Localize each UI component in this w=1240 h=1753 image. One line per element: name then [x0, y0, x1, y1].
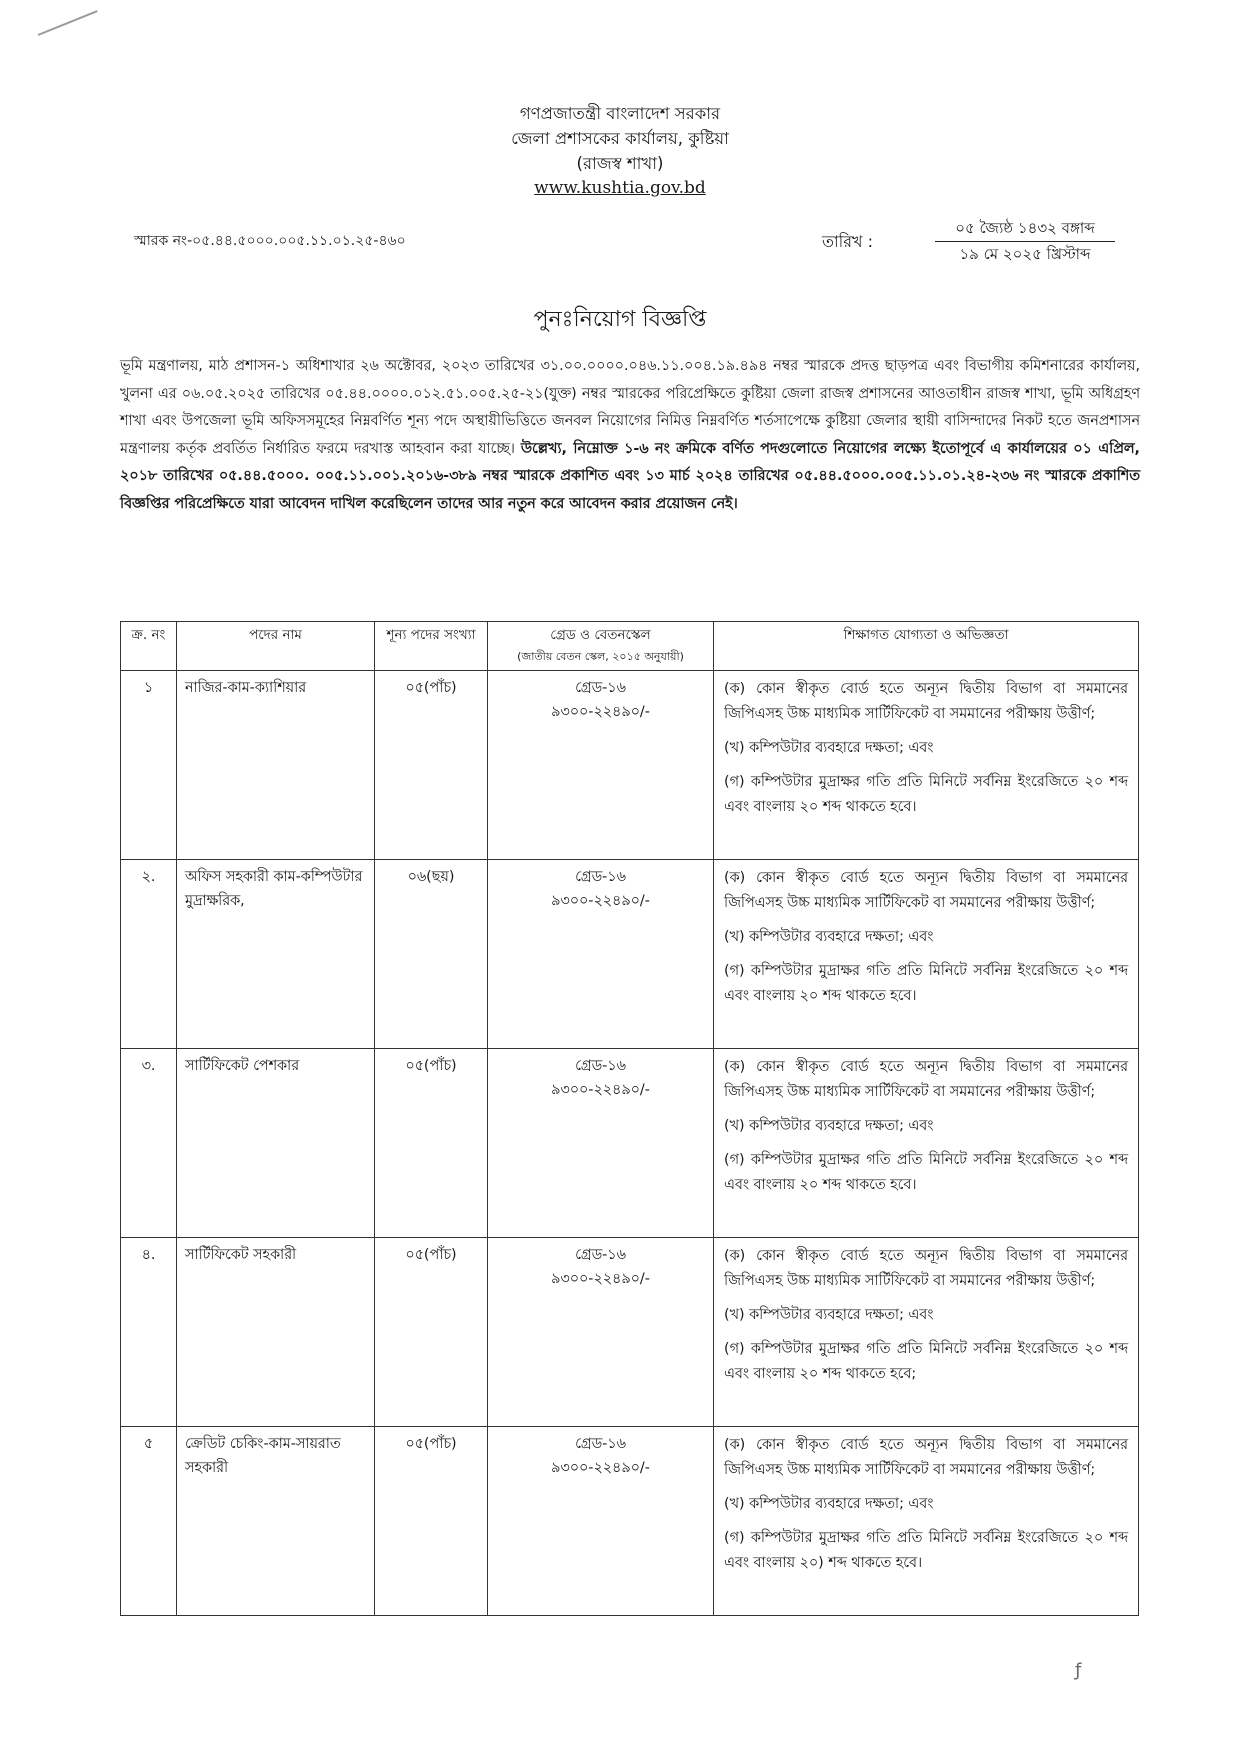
notice-title: পুনঃনিয়োগ বিজ্ঞপ্তি	[533, 307, 707, 332]
cell-serial: ৪.	[121, 1238, 177, 1427]
qualification-ka: (ক) কোন স্বীকৃত বোর্ড হতে অন্যূন দ্বিতীয় বিভাগ বা সমমানের জিপিএসহ উচ্চ মাধ্যমিক সার্টিফিকেট বা সমমানের পরীক্ষায় উত্তীর্ণ;	[724, 681, 1128, 722]
cell-serial: ৩.	[121, 1049, 177, 1238]
pay-scale: ৯৩০০-২২৪৯০/-	[551, 704, 650, 720]
header-grade-subtitle: (জাতীয় বেতন স্কেল, ২০১৫ অনুযায়ী)	[517, 650, 684, 663]
cell-grade	[488, 671, 714, 860]
date-bangla: ০৫ জ্যৈষ্ঠ ১৪৩২ বঙ্গাব্দ	[935, 216, 1115, 242]
vacancy-table	[120, 621, 1139, 1616]
qualification-ga: (গ) কম্পিউটার মুদ্রাক্ষর গতি প্রতি মিনিটে সর্বনিম্ন ইংরেজিতে ২০ শব্দ এবং বাংলায় ২০ শব্দ থাকতে হবে।	[724, 774, 1128, 815]
cell-vacancy: ০৫(পাঁচ)	[375, 671, 488, 860]
date-english: ১৯ মে ২০২৫ খ্রিস্টাব্দ	[959, 245, 1091, 263]
header-qualification: শিক্ষাগত যোগ্যতা ও অভিজ্ঞতা	[714, 622, 1139, 671]
qualification-kha: (খ) কম্পিউটার ব্যবহারে দক্ষতা; এবং	[724, 1118, 934, 1134]
pay-scale: ৯৩০০-২২৪৯০/-	[551, 1271, 650, 1287]
date-label: তারিখ :	[822, 232, 874, 251]
pen-scratch-mark	[38, 10, 98, 36]
cell-post: সার্টিফিকেট পেশকার	[177, 1049, 375, 1238]
qualification-ka: (ক) কোন স্বীকৃত বোর্ড হতে অন্যূন দ্বিতীয় বিভাগ বা সমমানের জিপিএসহ উচ্চ মাধ্যমিক সার্টিফিকেট বা সমমানের পরীক্ষায় উত্তীর্ণ;	[724, 1437, 1128, 1478]
cell-post: সার্টিফিকেট সহকারী	[177, 1238, 375, 1427]
cell-vacancy: ০৬(ছয়)	[375, 860, 488, 1049]
cell-qualification	[714, 1049, 1139, 1238]
cell-serial: ২.	[121, 860, 177, 1049]
header-grade	[488, 622, 714, 671]
qualification-ga: (গ) কম্পিউটার মুদ্রাক্ষর গতি প্রতি মিনিটে সর্বনিম্ন ইংরেজিতে ২০ শব্দ এবং বাংলায় ২০) শব্দ থাকতে হবে।	[724, 1530, 1128, 1571]
branch-name: (রাজস্ব শাখা)	[576, 154, 664, 173]
cell-grade	[488, 860, 714, 1049]
qualification-kha: (খ) কম্পিউটার ব্যবহারে দক্ষতা; এবং	[724, 1496, 934, 1512]
office-name: জেলা প্রশাসকের কার্যালয়, কুষ্টিয়া	[511, 129, 729, 148]
qualification-ga: (গ) কম্পিউটার মুদ্রাক্ষর গতি প্রতি মিনিটে সর্বনিম্ন ইংরেজিতে ২০ শব্দ এবং বাংলায় ২০ শব্দ থাকতে হবে;	[724, 1341, 1128, 1382]
qualification-ka: (ক) কোন স্বীকৃত বোর্ড হতে অন্যূন দ্বিতীয় বিভাগ বা সমমানের জিপিএসহ উচ্চ মাধ্যমিক সার্টিফিকেট বা সমমানের পরীক্ষায় উত্তীর্ণ;	[724, 1248, 1128, 1289]
website-link[interactable]: www.kushtia.gov.bd	[534, 178, 706, 198]
stray-ink-mark: ƒ	[1075, 1660, 1082, 1681]
cell-serial: ১	[121, 671, 177, 860]
table-row	[121, 1049, 1139, 1238]
qualification-ka: (ক) কোন স্বীকৃত বোর্ড হতে অন্যূন দ্বিতীয় বিভাগ বা সমমানের জিপিএসহ উচ্চ মাধ্যমিক সার্টিফিকেট বা সমমানের পরীক্ষায় উত্তীর্ণ;	[724, 870, 1128, 911]
table-row	[121, 860, 1139, 1049]
paragraph-bold-note: উল্লেখ্য, নিম্নোক্ত ১-৬ নং ক্রমিকে বর্ণিত পদগুলোতে নিয়োগের লক্ষ্যে ইতোপূর্বে এ কার্যালয়ের ০১ এপ্রিল, ২০১৮ তারিখের ০৫.৪৪.৫০০০. ০০৫.১১.০০১.২০১৬-৩৮৯ নম্বর স্মারকে প্রকাশিত এবং ১৩ মার্চ ২০২৪ তারিখের ০৫.৪৪.৫০০০.০০৫.১১.০১.২৪-২৩৬ নং স্মারকে প্রকাশিত বিজ্ঞপ্তির পরিপ্রেক্ষিতে যারা আবেদন দাখিল করেছিলেন তাদের আর নতুন করে আবেদন করার প্রয়োজন নেই।	[120, 440, 1140, 512]
cell-qualification	[714, 671, 1139, 860]
cell-post: অফিস সহকারী কাম-কম্পিউটার মুদ্রাক্ষরিক,	[177, 860, 375, 1049]
date-block	[935, 216, 1115, 267]
table-header-row	[121, 622, 1139, 671]
pay-scale: ৯৩০০-২২৪৯০/-	[551, 1460, 650, 1476]
cell-post: ক্রেডিট চেকিং-কাম-সায়রাত সহকারী	[177, 1427, 375, 1616]
pay-scale: ৯৩০০-২২৪৯০/-	[551, 893, 650, 909]
header-vacancy: শূন্য পদের সংখ্যা	[375, 622, 488, 671]
memo-number: স্মারক নং-০৫.৪৪.৫০০০.০০৫.১১.০১.২৫-৪৬০	[134, 233, 406, 249]
grade-label: গ্রেড-১৬	[575, 1247, 626, 1263]
cell-qualification	[714, 1238, 1139, 1427]
notice-paragraph	[120, 353, 1140, 518]
qualification-ga: (গ) কম্পিউটার মুদ্রাক্ষর গতি প্রতি মিনিটে সর্বনিম্ন ইংরেজিতে ২০ শব্দ এবং বাংলায় ২০ শব্দ থাকতে হবে।	[724, 1152, 1128, 1193]
cell-vacancy: ০৫(পাঁচ)	[375, 1238, 488, 1427]
header-grade-title: গ্রেড ও বেতনস্কেল	[550, 627, 651, 643]
government-name: গণপ্রজাতন্ত্রী বাংলাদেশ সরকার	[519, 104, 721, 123]
table-row	[121, 1238, 1139, 1427]
qualification-kha: (খ) কম্পিউটার ব্যবহারে দক্ষতা; এবং	[724, 929, 934, 945]
header-serial: ক্র. নং	[121, 622, 177, 671]
qualification-ga: (গ) কম্পিউটার মুদ্রাক্ষর গতি প্রতি মিনিটে সর্বনিম্ন ইংরেজিতে ২০ শব্দ এবং বাংলায় ২০ শব্দ থাকতে হবে।	[724, 963, 1128, 1004]
cell-grade	[488, 1238, 714, 1427]
header-post: পদের নাম	[177, 622, 375, 671]
cell-vacancy: ০৫(পাঁচ)	[375, 1049, 488, 1238]
cell-grade	[488, 1049, 714, 1238]
cell-post: নাজির-কাম-ক্যাশিয়ার	[177, 671, 375, 860]
cell-qualification	[714, 1427, 1139, 1616]
cell-qualification	[714, 860, 1139, 1049]
cell-vacancy: ০৫(পাঁচ)	[375, 1427, 488, 1616]
grade-label: গ্রেড-১৬	[575, 680, 626, 696]
grade-label: গ্রেড-১৬	[575, 869, 626, 885]
cell-grade	[488, 1427, 714, 1616]
grade-label: গ্রেড-১৬	[575, 1058, 626, 1074]
grade-label: গ্রেড-১৬	[575, 1436, 626, 1452]
pay-scale: ৯৩০০-২২৪৯০/-	[551, 1082, 650, 1098]
table-row	[121, 1427, 1139, 1616]
letterhead	[0, 101, 1240, 201]
qualification-ka: (ক) কোন স্বীকৃত বোর্ড হতে অন্যূন দ্বিতীয় বিভাগ বা সমমানের জিপিএসহ উচ্চ মাধ্যমিক সার্টিফিকেট বা সমমানের পরীক্ষায় উত্তীর্ণ;	[724, 1059, 1128, 1100]
qualification-kha: (খ) কম্পিউটার ব্যবহারে দক্ষতা; এবং	[724, 740, 934, 756]
cell-serial: ৫	[121, 1427, 177, 1616]
paragraph-body: ভূমি মন্ত্রণালয়, মাঠ প্রশাসন-১ অধিশাখার ২৬ অক্টোবর, ২০২৩ তারিখের ৩১.০০.০০০০.০৪৬.১১.০০৪.১৯.৪৯৪ নম্বর স্মারকে প্রদত্ত ছাড়পত্র এবং বিভাগীয় কমিশনারের কার্যালয়, খুলনা এর ০৬.০৫.২০২৫ তারিখের ০৫.৪৪.০০০০.০১২.৫১.০০৫.২৫-২১(যুক্ত) নম্বর স্মারকের পরিপ্রেক্ষিতে কুষ্টিয়া জেলা রাজস্ব প্রশাসনের আওতাধীন রাজস্ব শাখা, ভূমি অধিগ্রহণ শাখা এবং উপজেলা ভূমি অফিসসমূহের নিম্নবর্ণিত শূন্য পদে অস্থায়ীভিত্তিতে জনবল নিয়োগের নিমিত্ত নিম্নবর্ণিত শর্তসাপেক্ষে কুষ্টিয়া জেলার স্থায়ী বাসিন্দাদের নিকট হতে জনপ্রশাসন মন্ত্রণালয় কর্তৃক প্রবর্তিত নির্ধারিত ফরমে দরখাস্ত আহবান করা যাচ্ছে।	[120, 358, 1140, 457]
table-row	[121, 671, 1139, 860]
qualification-kha: (খ) কম্পিউটার ব্যবহারে দক্ষতা; এবং	[724, 1307, 934, 1323]
